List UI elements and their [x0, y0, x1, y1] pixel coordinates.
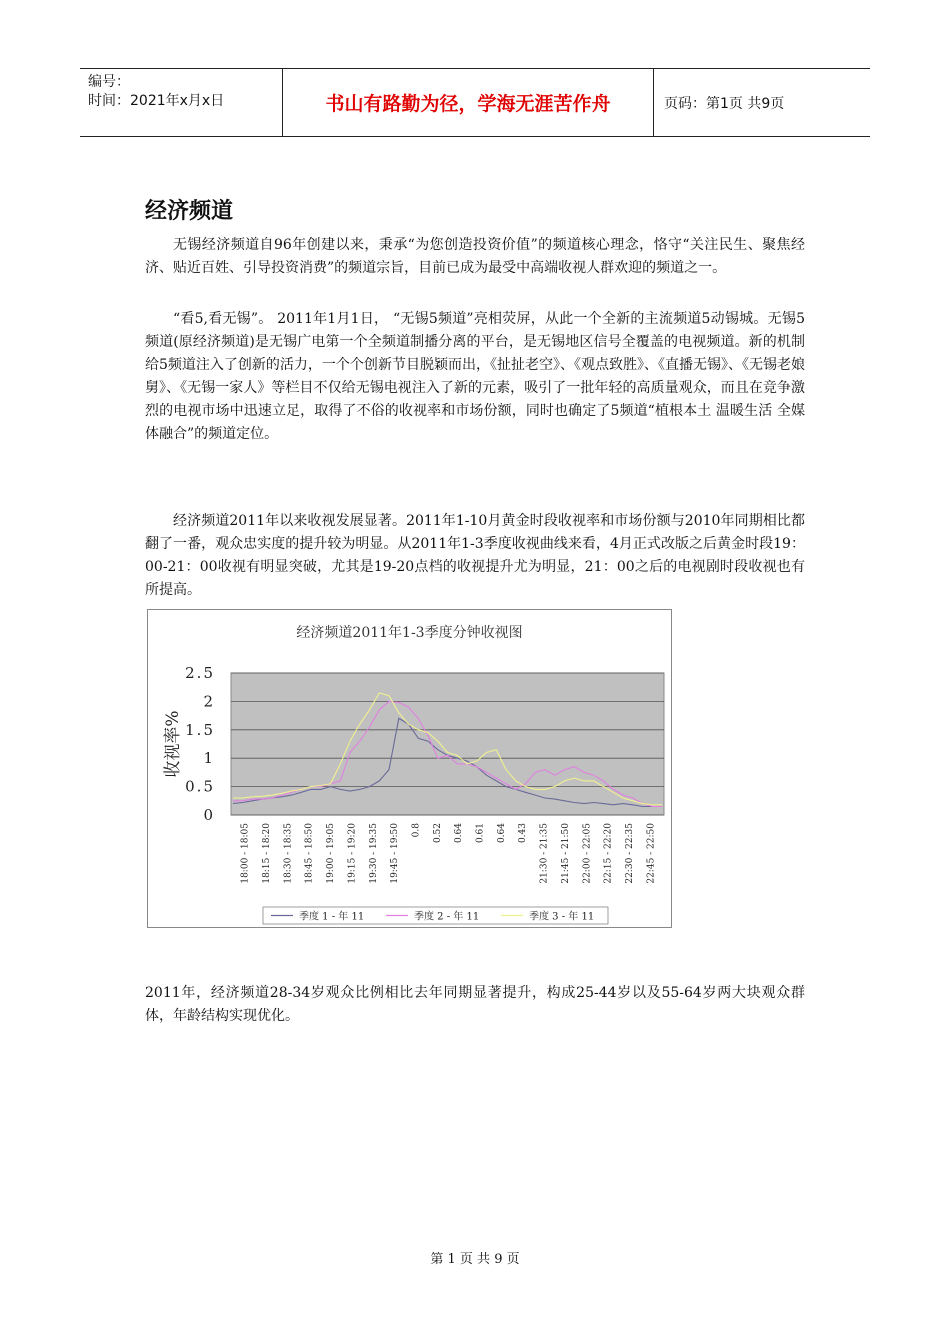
x-tick-label: 21:30 - 21:35	[539, 823, 550, 884]
x-tick-label: 0.52	[432, 823, 443, 844]
y-tick-label: 1.5	[185, 720, 215, 739]
y-tick-label: 1	[203, 749, 215, 768]
y-tick-label: 2	[203, 692, 215, 711]
chart-title: 经济频道2011年1-3季度分钟收视图	[296, 625, 523, 641]
y-axis-label: 收视率%	[163, 710, 183, 778]
number-label: 编号：	[88, 74, 130, 90]
x-tick-label: 21:45 - 21:50	[560, 823, 571, 884]
legend-label: 季度 3 - 年 11	[529, 911, 595, 923]
header-page-code: 页码：第1页 共9页	[664, 95, 785, 112]
x-tick-label: 18:30 - 18:35	[283, 823, 294, 884]
x-tick-label: 22:30 - 22:35	[624, 823, 635, 884]
x-tick-label: 22:45 - 22:50	[646, 823, 657, 884]
header-motto: 书山有路勤为径，学海无涯苦作舟	[283, 69, 654, 136]
x-tick-label: 18:15 - 18:20	[262, 823, 273, 884]
x-tick-label: 0.43	[518, 823, 529, 844]
legend-label: 季度 2 - 年 11	[414, 911, 480, 923]
page-title: 经济频道	[145, 199, 234, 224]
x-tick-label: 19:00 - 19:05	[326, 823, 337, 884]
x-tick-label: 0.64	[496, 823, 507, 844]
y-tick-label: 0.5	[185, 777, 215, 796]
x-tick-label: 18:00 - 18:05	[240, 823, 251, 884]
page-footer: 第 1 页 共 9 页	[430, 1252, 520, 1267]
x-tick-label: 0.64	[454, 823, 465, 844]
page-header	[80, 68, 870, 137]
legend-label: 季度 1 - 年 11	[299, 911, 365, 923]
ratings-chart	[147, 609, 672, 928]
paragraph-ratings: 经济频道2011年以来收视发展显著。2011年1-10月黄金时段收视率和市场份额与2010年同期相比都翻了一番，观众忠实度的提升较为明显。从2011年1-3季度收视曲线来看，4月正式改版之后黄金时段19：00-21：00收视有明显突破，尤其是19-20点档的收视提升尤为明显，21：00之后的电视剧时段收视也有所提高。	[145, 513, 805, 598]
x-tick-label: 19:45 - 19:50	[390, 823, 401, 884]
x-tick-label: 22:00 - 22:05	[582, 823, 593, 884]
x-tick-label: 22:15 - 22:20	[603, 823, 614, 884]
paragraph-channel-five: “看5,看无锡”。 2011年1月1日， “无锡5频道”亮相荧屏，从此一个全新的主流频道5动锡城。无锡5频道(原经济频道)是无锡广电第一个全频道制播分离的平台，是无锡地区信号全覆盖的电视频道。新的机制给5频道注入了创新的活力，一个个创新节目脱颖而出，《扯扯老空》、《观点致胜》、《直播无锡》、《无锡老娘舅》、《无锡一家人》等栏目不仅给无锡电视注入了新的元素，吸引了一批年轻的高质量观众，而且在竞争激烈的电视市场中迅速立足，取得了不俗的收视率和市场份额，同时也确定了5频道“植根本土 温暖生活 全媒体融合”的频道定位。	[145, 311, 805, 442]
x-tick-label: 18:45 - 18:50	[304, 823, 315, 884]
time-label: 时间：2021年x月x日	[88, 93, 225, 109]
x-tick-label: 0.8	[411, 823, 422, 838]
header-meta	[80, 69, 283, 136]
x-tick-label: 19:30 - 19:35	[368, 823, 379, 884]
x-tick-label: 0.61	[475, 823, 486, 844]
x-tick-label: 19:15 - 19:20	[347, 823, 358, 884]
y-tick-label: 0	[203, 806, 215, 824]
y-tick-label: 2.5	[185, 664, 215, 682]
paragraph-audience: 2011年，经济频道28-34岁观众比例相比去年同期显著提升，构成25-44岁以及55-64岁两大块观众群体，年龄结构实现优化。	[145, 985, 805, 1024]
paragraph-intro: 无锡经济频道自96年创建以来，秉承“为您创造投资价值”的频道核心理念，恪守“关注民生、聚焦经济、贴近百姓、引导投资消费”的频道宗旨，目前已成为最受中高端收视人群欢迎的频道之一。	[145, 237, 805, 276]
ratings-chart-svg	[148, 610, 671, 927]
